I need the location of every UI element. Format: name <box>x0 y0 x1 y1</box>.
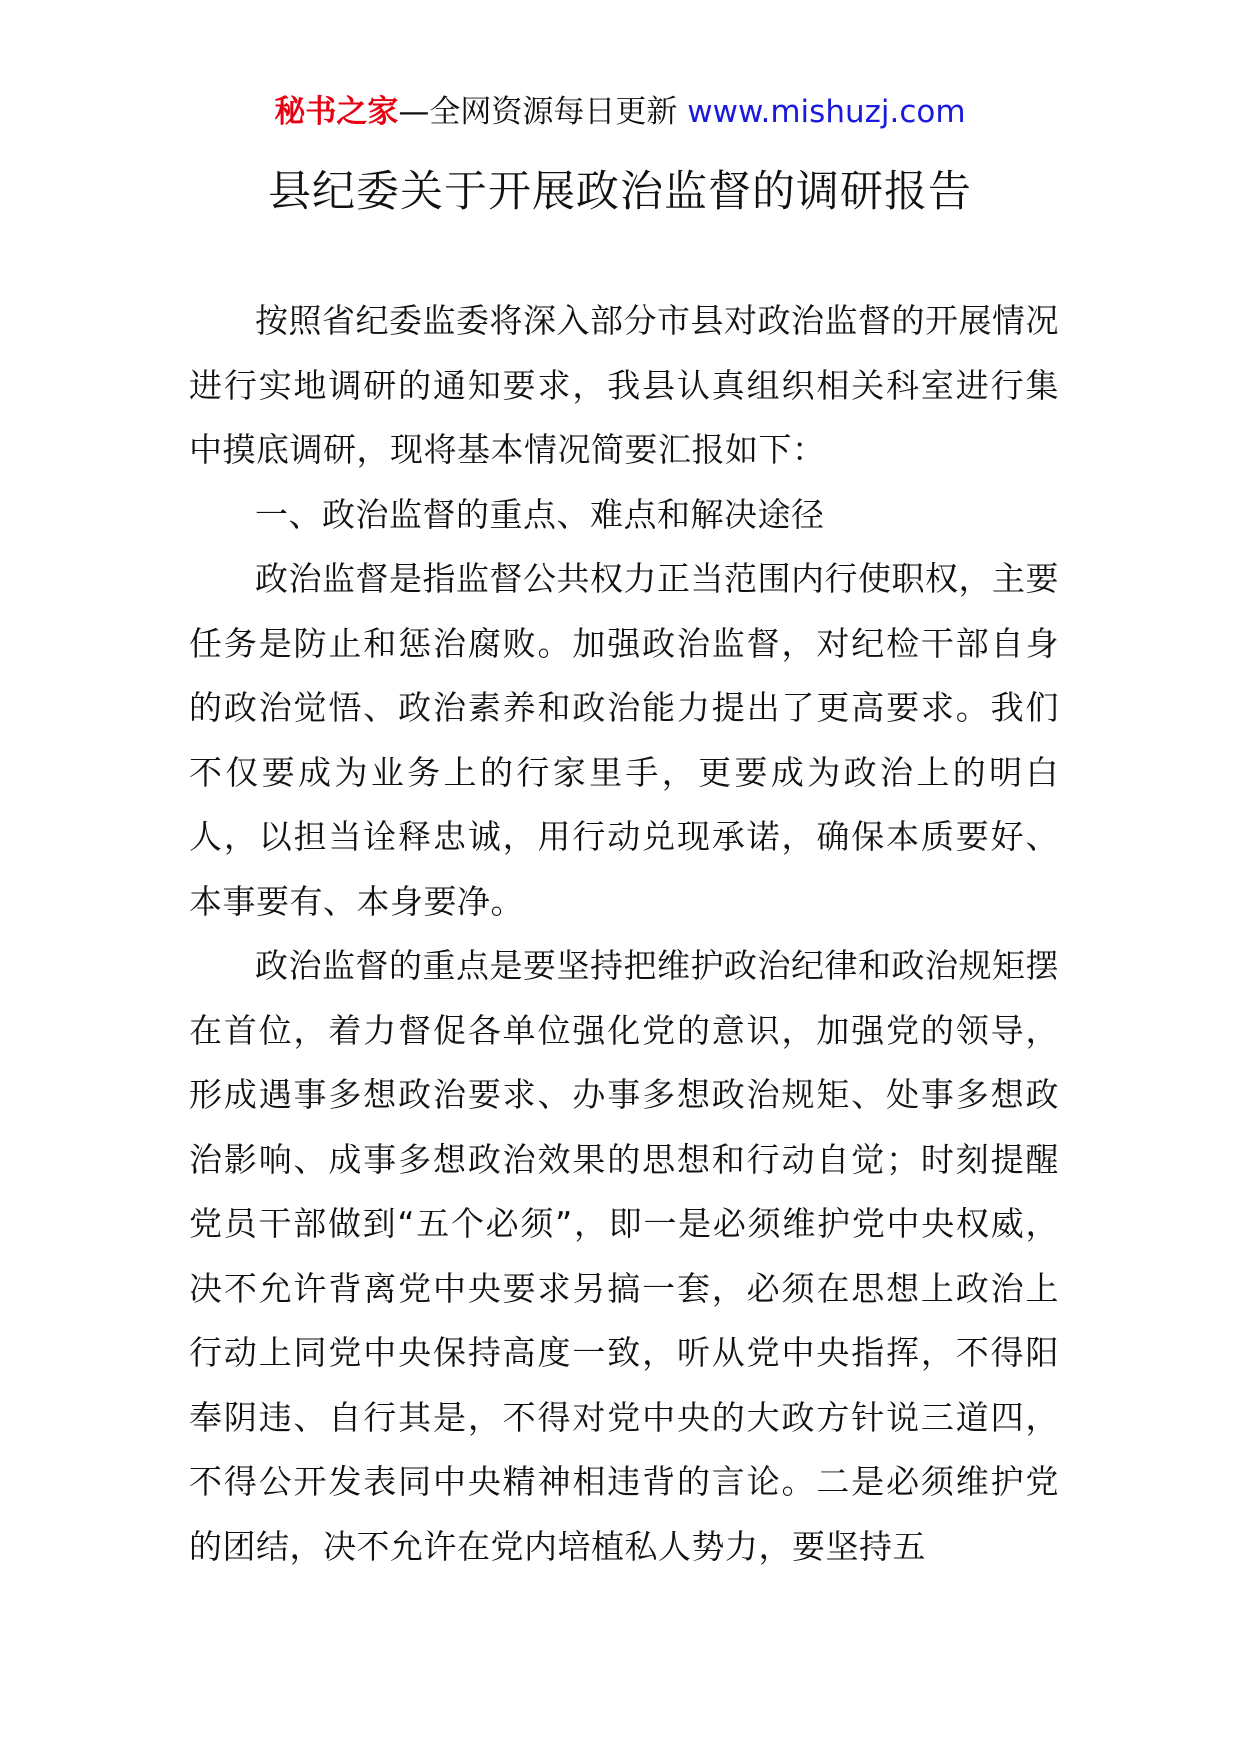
site-url[interactable]: www.mishuzj.com <box>687 94 966 130</box>
document-title: 县纪委关于开展政治监督的调研报告 <box>268 167 972 217</box>
site-header <box>0 92 1240 132</box>
section-heading-1: 一、政治监督的重点、难点和解决途径 <box>255 494 825 534</box>
site-slogan: —全网资源每日更新 <box>398 94 678 130</box>
paragraph-key-points: 政治监督的重点是要坚持把维护政治纪律和政治规矩摆在首位，着力督促各单位强化党的意识，加强党的领导，形成遇事多想政治要求、办事多想政治规矩、处事多想政治影响、成事多想政治效果的思想和行动自觉；时刻提醒党员干部做到“五个必须”，即一是必须维护党中央权威，决不允许背离党中央要求另搞一套，必须在思想上政治上行动上同党中央保持高度一致，听从党中央指挥，不得阳奉阴违、自行其是，不得对党中央的大政方针说三道四，不得公开发表同中央精神相违背的言论。二是必须维护党的团结，决不允许在党内培植私人势力，要坚持五 <box>189 946 1059 1566</box>
paragraph-intro: 按照省纪委监委将深入部分市县对政治监督的开展情况进行实地调研的通知要求，我县认真组织相关科室进行集中摸底调研，现将基本情况简要汇报如下： <box>189 301 1059 469</box>
paragraph-definition: 政治监督是指监督公共权力正当范围内行使职权，主要任务是防止和惩治腐败。加强政治监督，对纪检干部自身的政治觉悟、政治素养和政治能力提出了更高要求。我们不仅要成为业务上的行家里手，更要成为政治上的明白人，以担当诠释忠诚，用行动兑现承诺，确保本质要好、本事要有、本身要净。 <box>189 559 1059 921</box>
document-body <box>189 289 1059 1579</box>
site-brand: 秘书之家 <box>274 94 399 130</box>
